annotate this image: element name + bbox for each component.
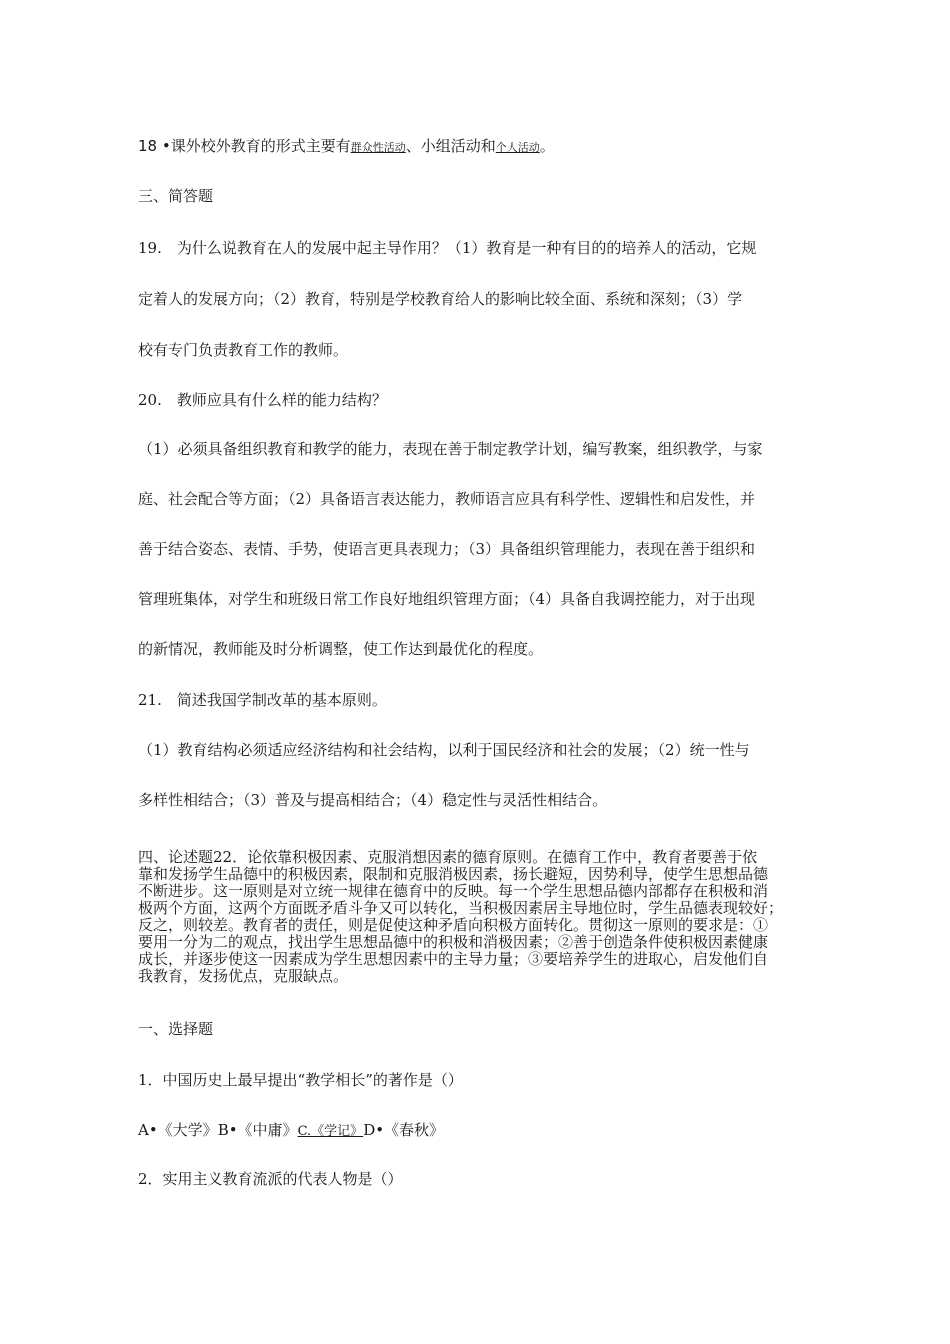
q20-line-5: 的新情况，教师能及时分析调整，使工作达到最优化的程度。 bbox=[138, 640, 544, 658]
section-4-line-3: 不断进步。这一原则是对立统一规律在德育中的反映。每一个学生思想品德内部都存在积极和消 bbox=[138, 882, 769, 900]
q20-title: 20. 教师应具有什么样的能力结构？ bbox=[138, 391, 387, 409]
q18-prefix: •课外校外教育的形式主要有 bbox=[157, 137, 351, 155]
q20-line-1: （1）必须具备组织教育和教学的能力，表现在善于制定教学计划，编写教案，组织教学，与家 bbox=[138, 440, 763, 458]
q18-blank-2: 个人活动 bbox=[495, 141, 540, 154]
q1-option-c: C.《学记》 bbox=[297, 1124, 364, 1139]
q1-option-a: A•《大学》 bbox=[138, 1121, 218, 1139]
section-4-line-1: 四、论述题22．论依靠积极因素、克服消想因素的德育原则。在德育工作中，教育者要善于依 bbox=[138, 848, 758, 866]
section-3-heading: 三、简答题 bbox=[138, 187, 214, 205]
q20-line-4: 管理班集体，对学生和班级日常工作良好地组织管理方面；（4）具备自我调控能力，对于出现 bbox=[138, 590, 756, 608]
section-1-heading: 一、选择题 bbox=[138, 1020, 214, 1038]
q1-option-b: B•《中庸》 bbox=[217, 1121, 298, 1139]
section-4-line-4: 极两个方面，这两个方面既矛盾斗争又可以转化，当积极因素居主导地位时，学生品德表现较好； bbox=[138, 899, 784, 917]
q2-question: 2．实用主义教育流派的代表人物是（） bbox=[138, 1170, 403, 1188]
q1-option-d: D•《春秋》 bbox=[363, 1121, 445, 1139]
q19-line-3: 校有专门负责教育工作的教师。 bbox=[138, 341, 349, 359]
q21-title: 21. 简述我国学制改革的基本原则。 bbox=[138, 691, 387, 709]
q1-options bbox=[138, 1120, 444, 1142]
q18-blank-1: 群众性活动 bbox=[350, 141, 406, 154]
section-4-line-8: 我教育，发扬优点，克服缺点。 bbox=[138, 967, 349, 985]
section-4-paragraph bbox=[138, 849, 783, 985]
q18-end: 。 bbox=[539, 137, 555, 155]
section-4-line-7: 成长，并逐步使这一因素成为学生思想因素中的主导力量；③要培养学生的进取心，启发他们自 bbox=[138, 950, 769, 968]
q19-line-2: 定着人的发展方向；（2）教育，特别是学校教育给人的影响比较全面、系统和深刻；（3）学 bbox=[138, 290, 743, 308]
q21-line-2: 多样性相结合；（3）普及与提高相结合；（4）稳定性与灵活性相结合。 bbox=[138, 791, 608, 809]
q18-number: 18 bbox=[138, 137, 158, 155]
q21-line-1: （1）教育结构必须适应经济结构和社会结构，以利于国民经济和社会的发展；（2）统一性与 bbox=[138, 741, 750, 759]
q20-line-2: 庭、社会配合等方面；（2）具备语言表达能力，教师语言应具有科学性、逻辑性和启发性，并 bbox=[138, 490, 756, 508]
q18-mid: 、小组活动和 bbox=[405, 137, 496, 155]
q20-line-3: 善于结合姿态、表情、手势，使语言更具表现力；（3）具备组织管理能力，表现在善于组织和 bbox=[138, 540, 756, 558]
section-4-line-2: 靠和发扬学生品德中的积极因素，限制和克服消极因素，扬长避短，因势利导，使学生思想品德 bbox=[138, 865, 769, 883]
section-4-line-6: 要用一分为二的观点，找出学生思想品德中的积极和消极因素；②善于创造条件使积极因素健康 bbox=[138, 933, 769, 951]
q1-question: 1．中国历史上最早提出“教学相长”的著作是（） bbox=[138, 1071, 463, 1089]
section-4-line-5: 反之，则较差。教育者的责任，则是促使这种矛盾向积极方面转化。贯彻这一原则的要求是：① bbox=[138, 916, 769, 934]
q18-line bbox=[138, 136, 555, 158]
q19-line-1: 19. 为什么说教育在人的发展中起主导作用？（1）教育是一种有目的的培养人的活动，它规 bbox=[138, 239, 757, 257]
